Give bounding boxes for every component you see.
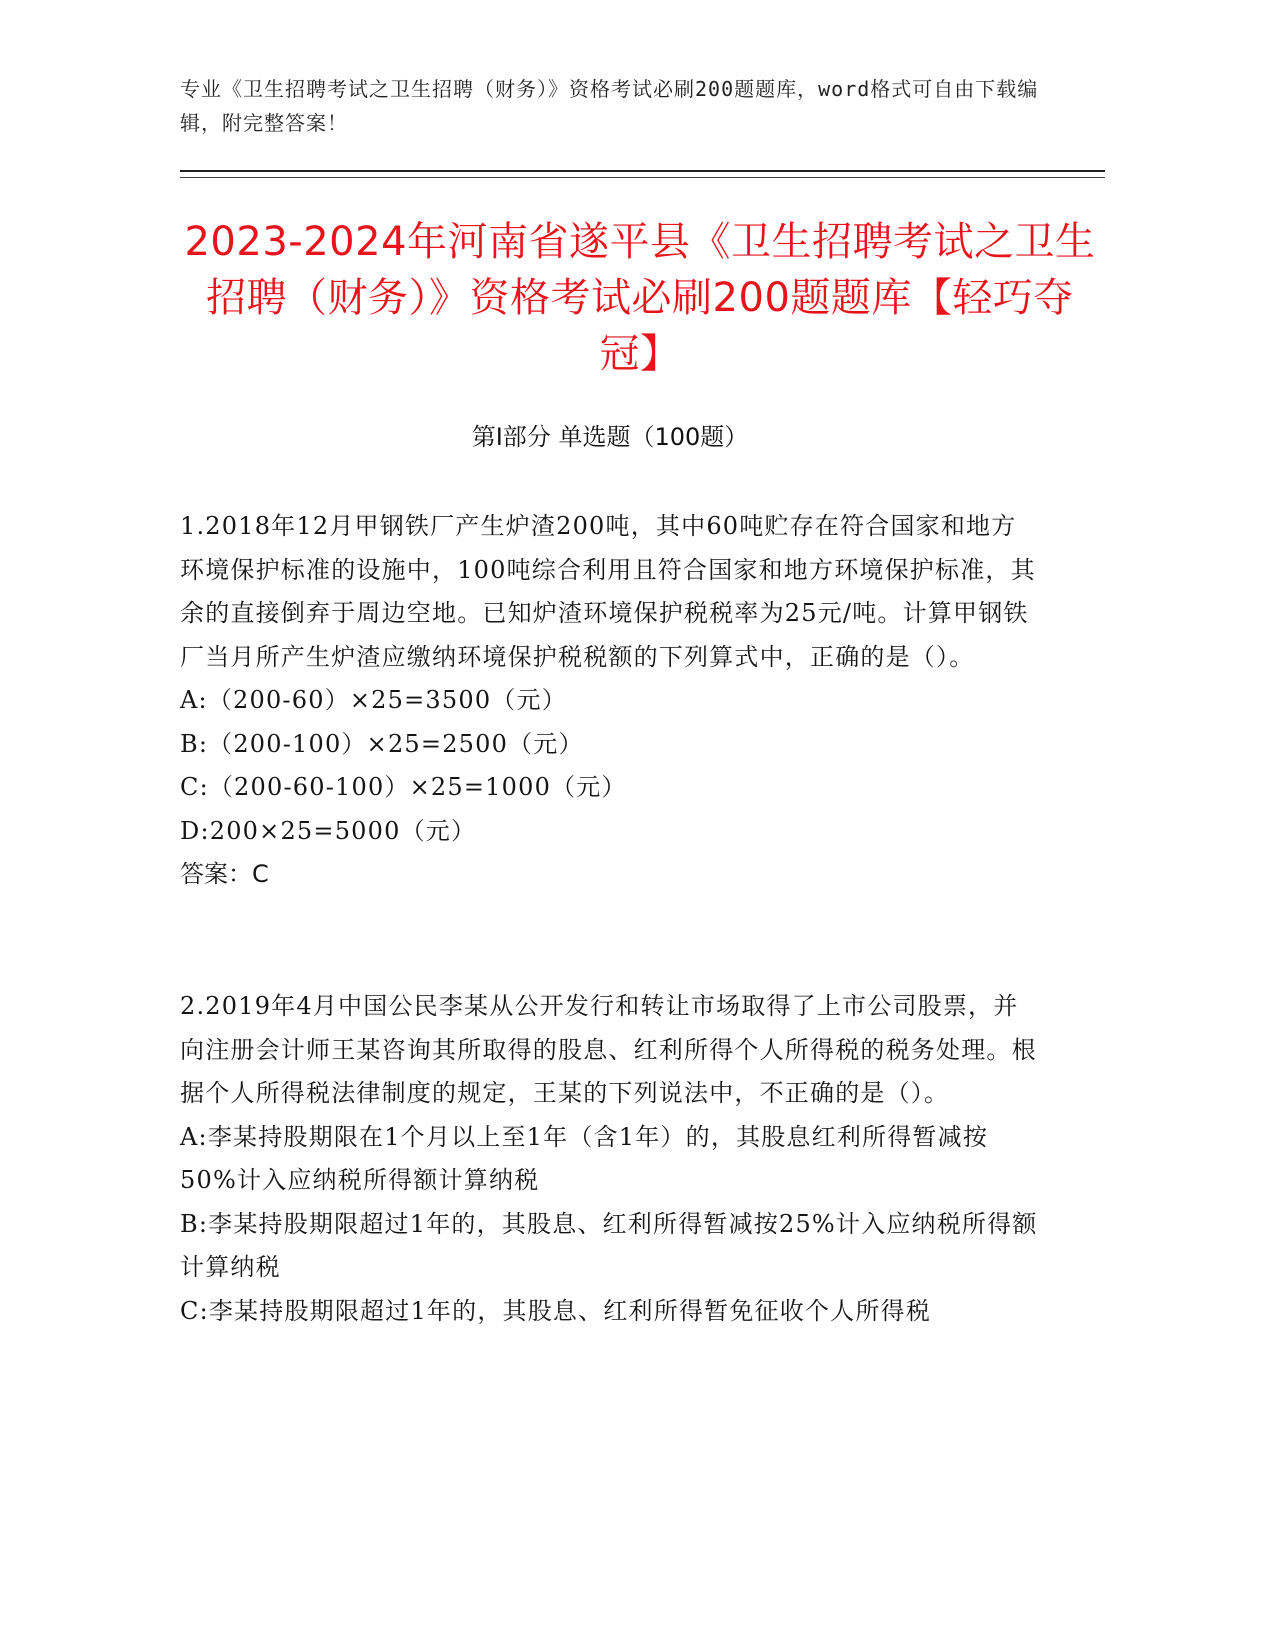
option-b: B:（200-100）×25=2500（元） xyxy=(180,729,584,758)
answer-text: 答案：C xyxy=(180,860,269,888)
question-stem: 2.2019年4月中国公民李某从公开发行和转让市场取得了上市公司股票，并向注册会计师王某咨询其所取得的股息、红利所得个人所得税的税务处理。根据个人所得税法律制度的规定，王某的下列说法中，不正确的是（）。 xyxy=(180,992,1037,1107)
question-1 xyxy=(180,505,1040,897)
header-rule-thick xyxy=(180,170,1105,172)
option-b: B:李某持股期限超过1年的，其股息、红利所得暂减按25%计入应纳税所得额计算纳税 xyxy=(180,1209,1038,1281)
option-c: C:（200-60-100）×25=1000（元） xyxy=(180,773,627,801)
option-d: D:200×25=5000（元） xyxy=(180,816,477,845)
header-note: 专业《卫生招聘考试之卫生招聘（财务）》资格考试必刷200题题库，word格式可自由下载编辑，附完整答案！ xyxy=(180,77,1039,135)
question-stem: 1.2018年12月甲钢铁厂产生炉渣200吨，其中60吨贮存在符合国家和地方环境保护标准的设施中，100吨综合利用且符合国家和地方环境保护标准，其余的直接倒弃于周边空地。已知炉渣环境保护税税率为25元/吨。计算甲钢铁厂当月所产生炉渣应缴纳环境保护税税额的下列算式中，正确的是（）。 xyxy=(180,512,1036,671)
option-a: A:李某持股期限在1个月以上至1年（含1年）的，其股息红利所得暂减按50%计入应纳税所得额计算纳税 xyxy=(180,1122,989,1194)
document-title: 2023-2024年河南省遂平县《卫生招聘考试之卫生招聘（财务）》资格考试必刷200题题库【轻巧夺冠】 xyxy=(184,219,1096,377)
option-c: C:李某持股期限超过1年的，其股息、红利所得暂免征收个人所得税 xyxy=(180,1296,931,1325)
question-2 xyxy=(180,985,1040,1333)
option-a: A:（200-60）×25=3500（元） xyxy=(180,686,567,714)
header-rule-thin xyxy=(180,177,1105,178)
section-title: 第Ⅰ部分 单选题（100题） xyxy=(471,423,749,451)
